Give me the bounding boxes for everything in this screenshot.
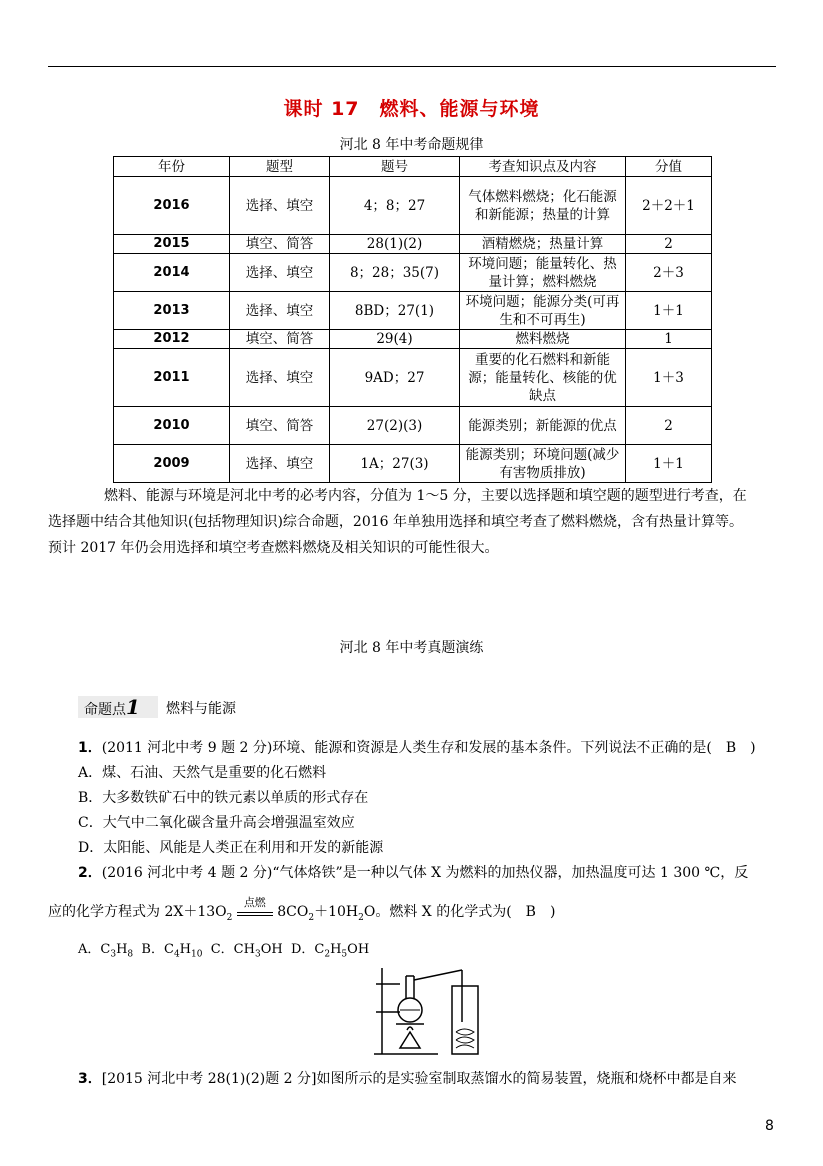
q2-equation-co2: 8CO	[272, 904, 309, 920]
q2-equation-left: 应的化学方程式为 2X＋13O	[48, 904, 227, 920]
cell-content: 重要的化石燃料和新能源；能量转化、核能的优缺点	[460, 349, 626, 407]
cell-content: 气体燃料燃烧；化石能源和新能源；热量的计算	[460, 177, 626, 235]
header-rule	[48, 66, 776, 67]
cell-content: 能源类别；新能源的优点	[460, 407, 626, 445]
q2-equation-tail: O。燃料 X 的化学式为( B )	[363, 904, 556, 920]
q3-number: 3．	[78, 1071, 102, 1087]
q1-option-d: D．太阳能、风能是人类正在利用和开发的新能源	[78, 840, 384, 856]
cell-year: 2011	[114, 349, 230, 407]
cell-score: 2＋2＋1	[626, 177, 712, 235]
reaction-arrow	[237, 896, 273, 916]
q1-number: 1．	[78, 740, 102, 756]
q1-stem: 环境、能源和资源是人类生存和发展的基本条件。下列说法不正确的是( B )	[272, 740, 756, 756]
q2-option-c: C．CH	[210, 942, 255, 957]
section-title: 河北 8 年中考真题演练	[339, 640, 484, 656]
distillation-apparatus-figure	[370, 962, 490, 1056]
col-header-type: 题型	[230, 157, 330, 177]
cell-score: 1＋3	[626, 349, 712, 407]
topic-tag-label: 命题点	[84, 702, 126, 718]
table-header-row	[114, 157, 712, 177]
q1-option-a: A．煤、石油、天然气是重要的化石燃料	[78, 765, 327, 781]
cell-year: 2012	[114, 330, 230, 349]
col-header-content: 考查知识点及内容	[460, 157, 626, 177]
cell-num: 8BD；27(1)	[330, 292, 460, 330]
summary-line-2: 选择题中结合其他知识(包括物理知识)综合命题，2016 年单独用选择和填空考查了燃料燃烧，含有热量计算等。	[48, 514, 744, 530]
table-caption: 河北 8 年中考命题规律	[339, 137, 484, 153]
q2-h2o-subscript: 2	[358, 912, 364, 923]
cell-score: 1＋1	[626, 292, 712, 330]
q2-option-b: B．C	[141, 942, 174, 957]
topic-tag	[78, 696, 158, 718]
q2-stem: “气体烙铁”是一种以气体 X 为燃料的加热仪器，加热温度可达 1 300 ℃，反	[272, 865, 749, 881]
table-row	[114, 292, 712, 330]
table-row	[114, 407, 712, 445]
table-row	[114, 445, 712, 483]
q2-source: (2016 河北中考 4 题 2 分)	[101, 865, 273, 881]
q2-equation-line	[48, 896, 556, 923]
lesson-title: 课时 17 燃料、能源与环境	[283, 98, 540, 120]
topic-tag-text: 燃料与能源	[166, 701, 236, 717]
cell-score: 1＋1	[626, 445, 712, 483]
q2-o2-subscript: 2	[226, 912, 233, 923]
col-header-score: 分值	[626, 157, 712, 177]
exam-pattern-table	[113, 156, 712, 483]
cell-num: 8；28；35(7)	[330, 254, 460, 292]
cell-year: 2013	[114, 292, 230, 330]
col-header-num: 题号	[330, 157, 460, 177]
q2-co2-subscript: 2	[308, 912, 315, 923]
cell-type: 选择、填空	[230, 445, 330, 483]
q2-number: 2．	[78, 865, 102, 881]
cell-type: 选择、填空	[230, 349, 330, 407]
table-row	[114, 254, 712, 292]
cell-type: 填空、简答	[230, 235, 330, 254]
cell-content: 酒精燃烧；热量计算	[460, 235, 626, 254]
table-row	[114, 330, 712, 349]
summary-line-3: 预计 2017 年仍会用选择和填空考查燃料燃烧及相关知识的可能性很大。	[48, 540, 499, 556]
cell-content: 环境问题；能源分类(可再生和不可再生)	[460, 292, 626, 330]
table-row	[114, 235, 712, 254]
cell-score: 1	[626, 330, 712, 349]
q2-option-d: D．C	[290, 942, 325, 957]
q2-equation-h2o: ＋10H	[314, 904, 359, 920]
cell-year: 2015	[114, 235, 230, 254]
q2-options: A．$C_3H_8$ B．$C_4H_{10}$ C．$CH_3OH$ D．$C_2H_5OH$	[78, 942, 370, 960]
cell-content: 能源类别；环境问题(减少有害物质排放)	[460, 445, 626, 483]
col-header-year: 年份	[114, 157, 230, 177]
cell-year: 2009	[114, 445, 230, 483]
cell-year: 2014	[114, 254, 230, 292]
summary-line-1: 燃料、能源与环境是河北中考的必考内容，分值为 1～5 分，主要以选择题和填空题的题型进行考查，在	[104, 488, 747, 504]
cell-type: 选择、填空	[230, 177, 330, 235]
question-2	[78, 862, 748, 882]
cell-type: 填空、简答	[230, 407, 330, 445]
cell-content: 环境问题；能量转化、热量计算；燃料燃烧	[460, 254, 626, 292]
q1-source: (2011 河北中考 9 题 2 分)	[101, 740, 273, 756]
cell-score: 2	[626, 407, 712, 445]
cell-year: 2010	[114, 407, 230, 445]
cell-score: 2＋3	[626, 254, 712, 292]
question-3	[78, 1068, 776, 1088]
q3-source: [2015 河北中考 28(1)(2)题 2 分]	[101, 1071, 317, 1087]
cell-num: 4；8；27	[330, 177, 460, 235]
q2-option-a: A．C	[78, 942, 111, 957]
cell-score: 2	[626, 235, 712, 254]
cell-type: 选择、填空	[230, 292, 330, 330]
cell-num: 28(1)(2)	[330, 235, 460, 254]
q3-stem: 如图所示的是实验室制取蒸馏水的简易装置，烧瓶和烧杯中都是自来	[316, 1071, 737, 1087]
q1-option-b: B．大多数铁矿石中的铁元素以单质的形式存在	[78, 790, 369, 806]
table-row	[114, 177, 712, 235]
cell-num: 9AD；27	[330, 349, 460, 407]
q1-option-c: C．大气中二氧化碳含量升高会增强温室效应	[78, 815, 355, 831]
page-number: 8	[765, 1118, 774, 1134]
reaction-condition: 点燃	[243, 896, 266, 909]
cell-type: 填空、简答	[230, 330, 330, 349]
cell-year: 2016	[114, 177, 230, 235]
cell-type: 选择、填空	[230, 254, 330, 292]
table-row	[114, 349, 712, 407]
cell-content: 燃料燃烧	[460, 330, 626, 349]
question-1	[78, 737, 756, 757]
topic-tag-number: 1	[126, 695, 140, 719]
cell-num: 1A；27(3)	[330, 445, 460, 483]
cell-num: 27(2)(3)	[330, 407, 460, 445]
cell-num: 29(4)	[330, 330, 460, 349]
